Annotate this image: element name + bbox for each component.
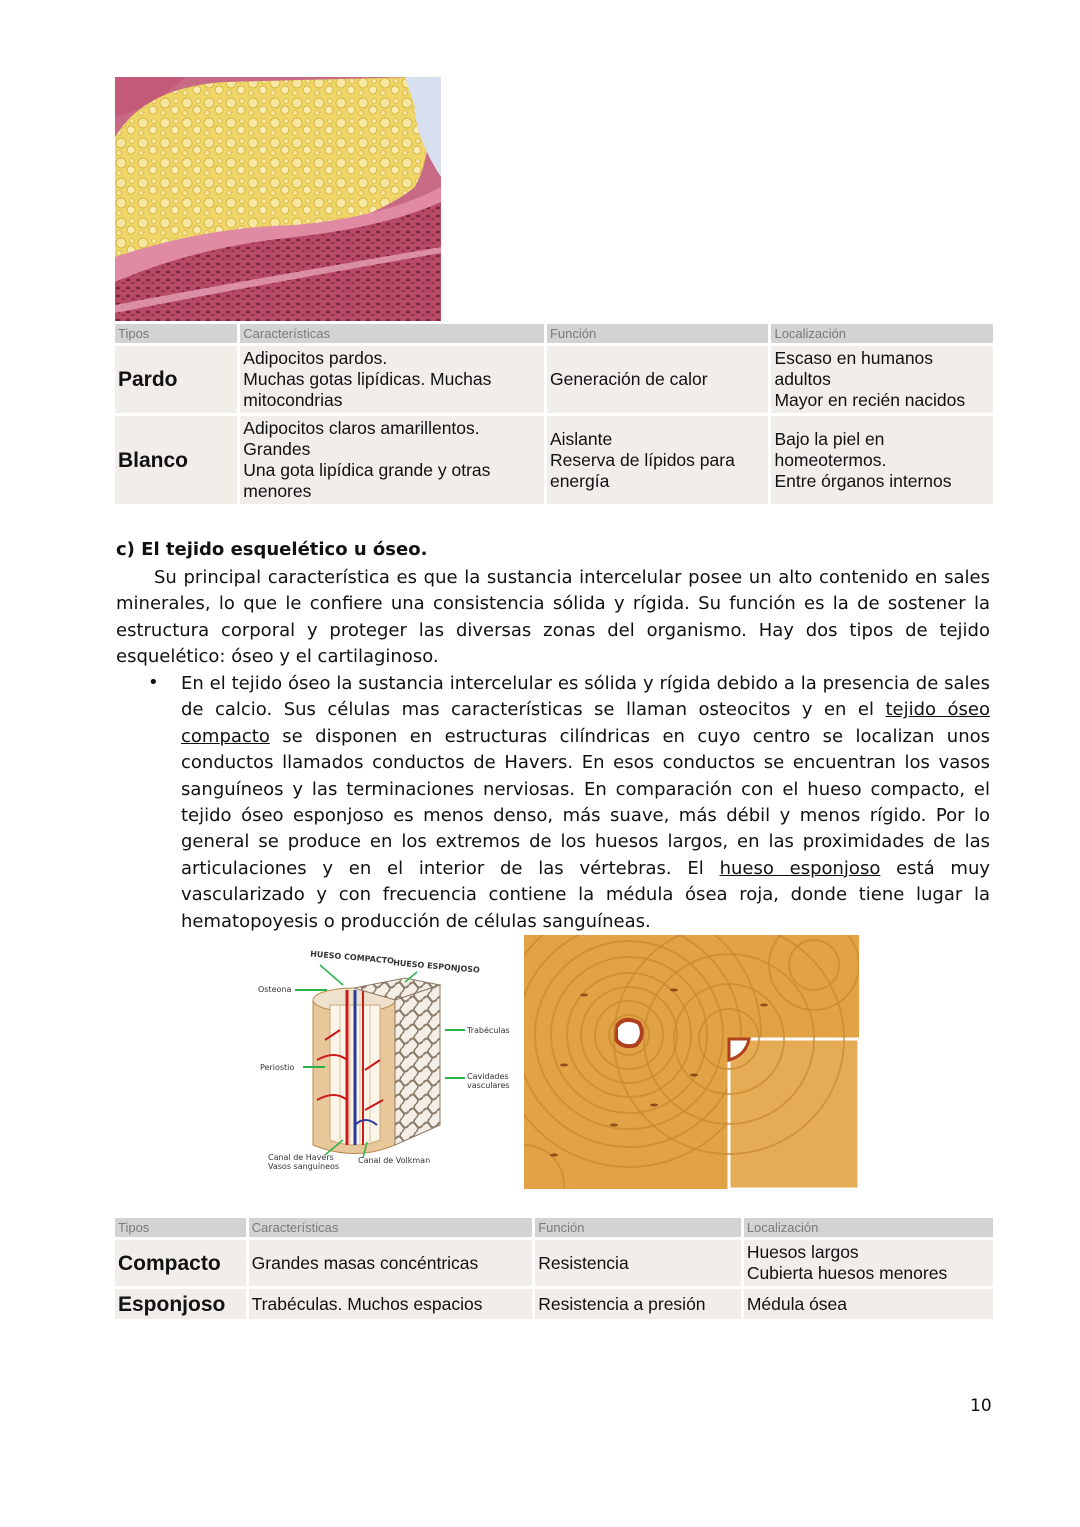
table-row <box>115 1237 993 1286</box>
bone-micrograph-image <box>524 935 859 1189</box>
function-cell: Resistencia <box>535 1237 741 1286</box>
label-osteon: Osteona <box>258 985 292 994</box>
intro-paragraph: Su principal característica es que la sustancia intercelular posee un alto contenido en sales minerales, lo que le confiere una consistencia sólida y rígida. Su función es la de sostener la estructura corporal y proteger las diversas zonas del organismo. Hay dos tipos de tejido esquelético: óseo y el cartilaginoso. <box>116 567 990 668</box>
function-cell: Aislante Reserva de lípidos para energía <box>547 413 769 504</box>
header-localizacion: Localización <box>771 324 993 343</box>
page-number: 10 <box>970 1396 992 1416</box>
table-row <box>115 413 993 504</box>
location-cell: Bajo la piel en homeotermos. Entre órganos internos <box>771 413 993 504</box>
header-funcion: Función <box>535 1218 741 1237</box>
adipose-types-table <box>112 324 996 504</box>
header-caracteristicas: Características <box>249 1218 533 1237</box>
bullet: • <box>148 672 159 693</box>
header-tipos: Tipos <box>115 1218 246 1237</box>
function-cell: Resistencia a presión <box>535 1286 741 1319</box>
type-cell: Blanco <box>115 413 237 504</box>
location-cell: Escaso en humanos adultos Mayor en recién nacidos <box>771 343 993 413</box>
header-funcion: Función <box>547 324 769 343</box>
location-cell: Huesos largos Cubierta huesos menores <box>744 1237 993 1286</box>
table-header-row <box>115 324 993 343</box>
label-spongy-bone: HUESO ESPONJOSO <box>392 958 481 975</box>
bone-types-table <box>112 1218 996 1319</box>
table-header-row <box>115 1218 993 1237</box>
section-heading: c) El tejido esquelético u óseo. <box>116 539 428 560</box>
type-cell: Pardo <box>115 343 237 413</box>
link-spongy-bone[interactable]: hueso esponjoso <box>719 857 881 879</box>
type-cell: Esponjoso <box>115 1286 246 1319</box>
characteristics-cell: Adipocitos pardos. Muchas gotas lipídicas. Muchas mitocondrias <box>240 343 544 413</box>
label-trabeculae: Trabéculas <box>467 1026 510 1035</box>
header-tipos: Tipos <box>115 324 237 343</box>
characteristics-cell: Grandes masas concéntricas <box>249 1237 533 1286</box>
table-row <box>115 343 993 413</box>
bone-structure-diagram <box>255 950 517 1178</box>
adipose-tissue-image <box>115 77 441 321</box>
label-volkman: Canal de Volkman <box>358 1156 431 1165</box>
type-cell: Compacto <box>115 1237 246 1286</box>
function-cell: Generación de calor <box>547 343 769 413</box>
label-periosteum: Periostio <box>260 1063 295 1072</box>
header-localizacion: Localización <box>744 1218 993 1237</box>
table-row <box>115 1286 993 1319</box>
header-caracteristicas: Características <box>240 324 544 343</box>
label-havers: Canal de Havers Vasos sanguíneos <box>268 1153 340 1171</box>
label-compact-bone: HUESO COMPACTO <box>309 949 395 966</box>
label-cavities: Cavidades vasculares <box>467 1072 510 1090</box>
bone-tissue-paragraph: En el tejido óseo la sustancia intercelular es sólida y rígida debido a la presencia de sales de calcio. Sus células mas características se llaman osteocitos y en el tejido óseo compacto se disponen en estructuras cilíndricas en cuyo centro se localizan unos conductos llamados conductos de Havers. En esos conductos se encuentran los vasos sanguíneos y las terminaciones nerviosas. En comparación con el hueso compacto, el tejido óseo esponjoso es menos denso, más suave, más débil y menos rígido. Por lo general se produce en los extremos de los huesos largos, en las proximidades de las articulaciones y en el interior de las vértebras. El hueso esponjoso está muy vascularizado y con frecuencia contiene la médula ósea roja, donde tiene lugar la hematopoyesis o producción de células sanguíneas. <box>181 673 991 932</box>
location-cell: Médula ósea <box>744 1286 993 1319</box>
characteristics-cell: Adipocitos claros amarillentos. Grandes Una gota lipídica grande y otras menores <box>240 413 544 504</box>
characteristics-cell: Trabéculas. Muchos espacios <box>249 1286 533 1319</box>
link-compact-bone[interactable]: tejido óseo compacto <box>181 699 990 747</box>
